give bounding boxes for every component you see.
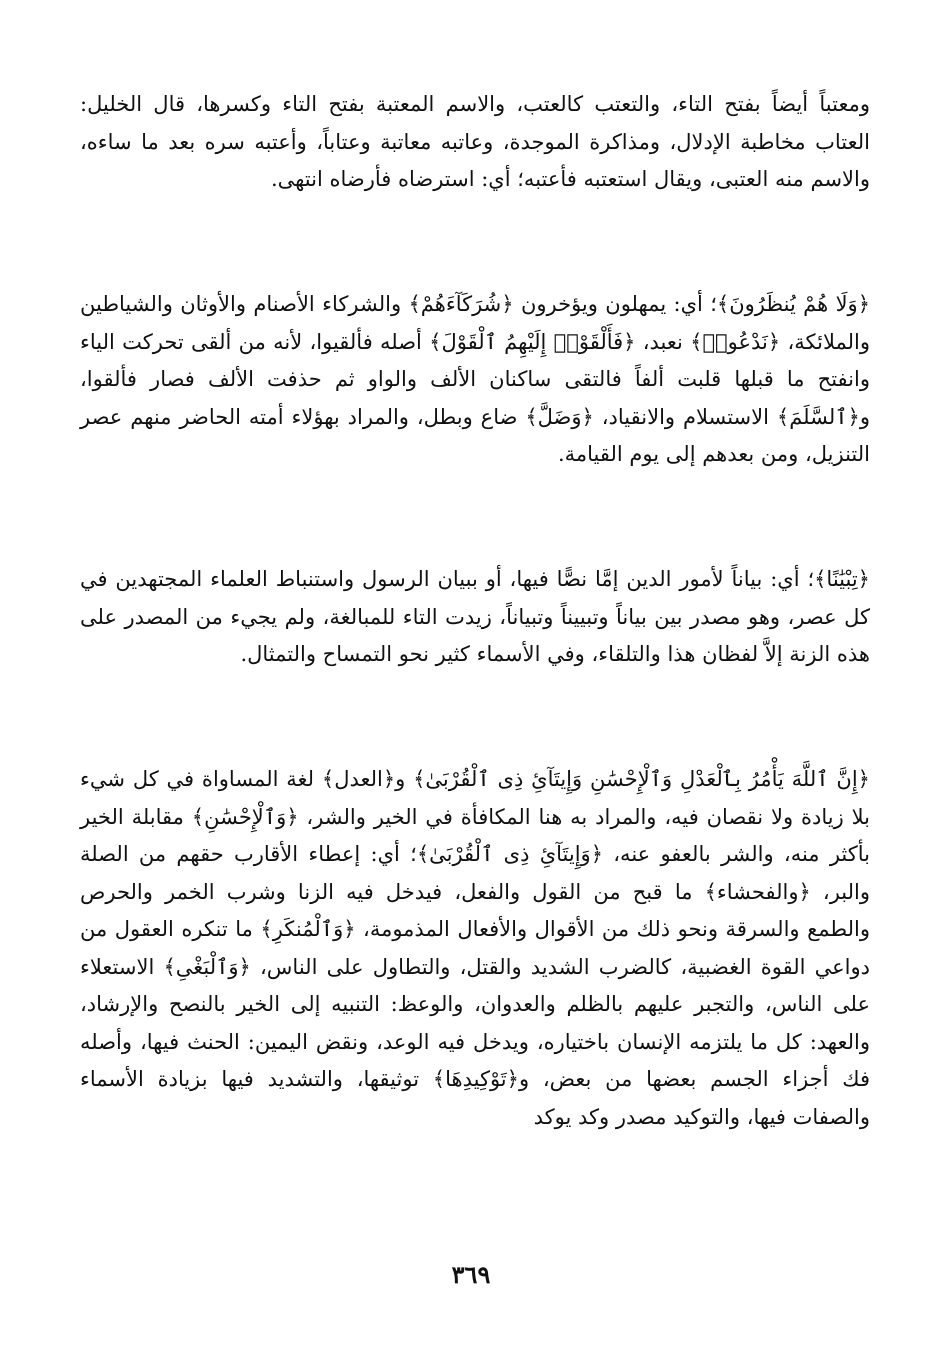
page-number: ٣٦٩ [451,1260,491,1289]
paragraph-1: ومعتباً أيضاً بفتح التاء، والتعتب كالعتب، والاسم المعتبة بفتح التاء وكسرها، قال الخليل: العتاب مخاطبة الإدلال، ومذاكرة الموجدة، وعاتبه معاتبة وعتاباً، وأعتبه سره بعد ما ساءه، والاسم منه العتبى، ويقال استعتبه فأعتبه؛ أي: استرضاه فأرضاه انتهى. [80,92,870,191]
paragraph-3: ﴿تِبْيَٰنًا﴾؛ أي: بياناً لأمور الدين إمَّا نصًّا فيها، أو ببيان الرسول واستنباط العلماء المجتهدين في كل عصر، وهو مصدر بين بياناً وتبييناً وتبياناً، زيدت التاء للمبالغة، ولم يجيء من المصدر على هذه الزنة إلاَّ لفظان هذا والتلقاء، وفي الأسماء كثير نحو التمساح والتمثال. [80,567,870,666]
paragraph-2: ﴿وَلَا هُمْ يُنظَرُونَ﴾؛ أي: يمهلون ويؤخرون ﴿شُرَكَآءَهُمْ﴾ والشركاء الأصنام والأوثان والشياطين والملائكة، ﴿نَدْعُوا۟﴾ نعبد، ﴿فَأَلْقَوْا۟ إِلَيْهِمُ ٱلْقَوْلَ﴾ أصله فألقيوا، لأنه من ألقى تحركت الياء وانفتح ما قبلها قلبت ألفاً فالتقى ساكنان الألف والواو ثم حذفت الألف فصار فألقوا، و﴿ٱلسَّلَمَ﴾ الاستسلام والانقياد، ﴿وَضَلَّ﴾ ضاع وبطل، والمراد بهؤلاء أمته الحاضر منهم عصر التنزيل، ومن بعدهم إلى يوم القيامة. [80,292,870,466]
paragraph-4: ﴿إِنَّ ٱللَّهَ يَأْمُرُ بِٱلْعَدْلِ وَٱلْإِحْسَٰنِ وَإِيتَآئِ ذِى ٱلْقُرْبَىٰ﴾ و﴿العدل﴾ لغة المساواة في كل شيء بلا زيادة ولا نقصان فيه، والمراد به هنا المكافأة في الخير والشر، ﴿وَٱلْإِحْسَٰنِ﴾ مقابلة الخير بأكثر منه، والشر بالعفو عنه، ﴿وَإِيتَآئِ ذِى ٱلْقُرْبَىٰ﴾؛ أي: إعطاء الأقارب حقهم من الصلة والبر، ﴿والفحشاء﴾ ما قبح من القول والفعل، فيدخل فيه الزنا وشرب الخمر والحرص والطمع والسرقة ونحو ذلك من الأقوال والأفعال المذمومة، ﴿وَٱلْمُنكَرِ﴾ ما تنكره العقول من دواعي القوة الغضبية، كالضرب الشديد والقتل، والتطاول على الناس، ﴿وَٱلْبَغْىِ﴾ الاستعلاء على الناس، والتجبر عليهم بالظلم والعدوان، والوعظ: التنبيه إلى الخير بالنصح والإرشاد، والعهد: كل ما يلتزمه الإنسان باختياره، ويدخل فيه الوعد، ونقض اليمين: الحنث فيها، وأصله فك أجزاء الجسم بعضها من بعض، و﴿تَوْكِيدِهَا﴾ توثيقها، والتشديد فيها بزيادة الأسماء والصفات فيها، والتوكيد مصدر وكد يوكد [80,767,870,1129]
